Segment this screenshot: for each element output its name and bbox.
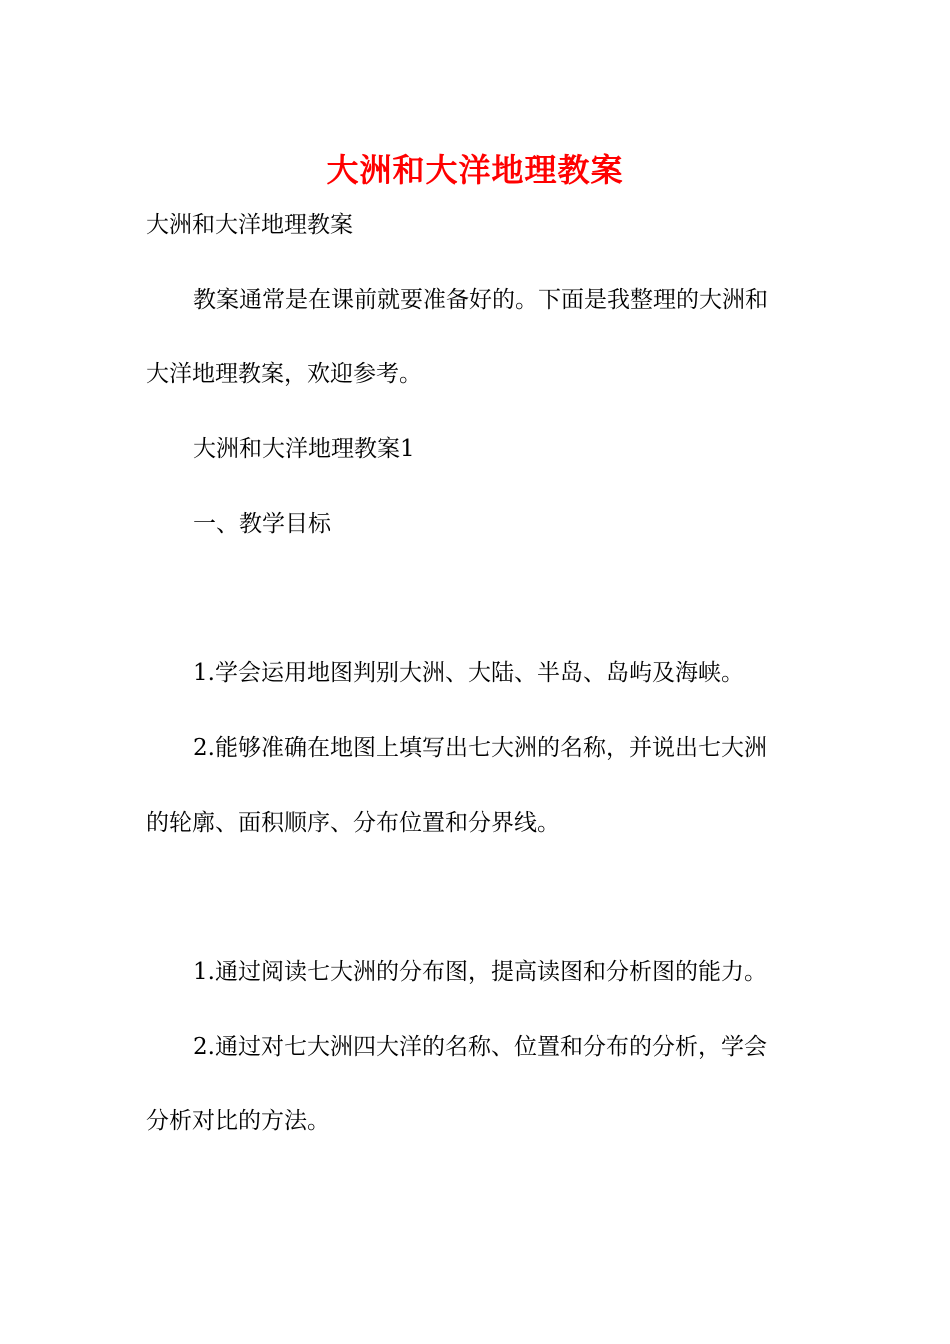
document-title: 大洲和大洋地理教案 (326, 151, 624, 189)
paragraph-line: 大洋地理教案，欢迎参考。 (146, 361, 422, 387)
list-item: 1.学会运用地图判别大洲、大陆、半岛、岛屿及海峡。 (193, 660, 744, 686)
list-item: 1.通过阅读七大洲的分布图，提高读图和分析图的能力。 (193, 959, 767, 985)
list-item: 2.通过对七大洲四大洋的名称、位置和分布的分析，学会 (193, 1034, 767, 1060)
section-heading: 大洲和大洋地理教案1 (193, 436, 415, 462)
paragraph-line: 分析对比的方法。 (146, 1108, 330, 1134)
list-item: 2.能够准确在地图上填写出七大洲的名称，并说出七大洲 (193, 735, 767, 761)
paragraph-line: 的轮廓、面积顺序、分布位置和分界线。 (146, 810, 560, 836)
paragraph-line: 教案通常是在课前就要准备好的。下面是我整理的大洲和 (193, 287, 768, 313)
section-heading: 一、教学目标 (193, 511, 331, 537)
document-subtitle: 大洲和大洋地理教案 (146, 212, 353, 238)
